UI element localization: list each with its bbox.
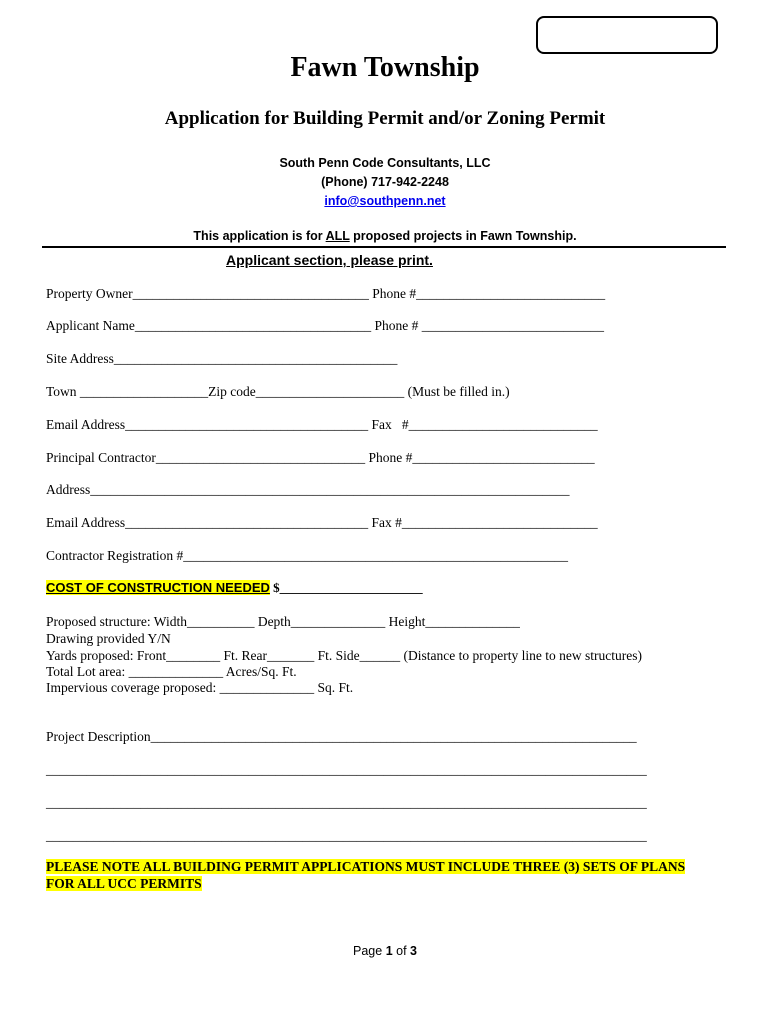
applicant-section-heading: Applicant section, please print.: [226, 252, 433, 268]
applicant-name-field[interactable]: Applicant Name___________________________________ Phone # ___________________________: [46, 318, 604, 333]
page-title: Fawn Township: [290, 52, 480, 83]
page-number-current: 1: [385, 944, 393, 958]
yards-proposed-field[interactable]: Yards proposed: Front________ Ft. Rear_______ Ft. Side______ (Distance to property line to new structures): [46, 648, 642, 663]
property-owner-field[interactable]: Property Owner___________________________________ Phone #____________________________: [46, 286, 606, 301]
contractor-email-fax-field[interactable]: Email Address____________________________________ Fax #_____________________________: [46, 515, 598, 530]
notice-text-emphasis: ALL: [325, 229, 350, 243]
plans-warning: [46, 858, 685, 892]
structure-dimensions-field[interactable]: Proposed structure: Width__________ Depth______________ Height______________: [46, 614, 520, 629]
project-description-line-2[interactable]: _________________________________________________________________________________________: [46, 762, 647, 777]
header-divider: [42, 246, 726, 248]
plans-warning-line-1: PLEASE NOTE ALL BUILDING PERMIT APPLICATIONS MUST INCLUDE THREE (3) SETS OF PLANS: [46, 859, 686, 874]
page-number-pre: Page: [353, 944, 386, 958]
company-name: South Penn Code Consultants, LLC: [279, 156, 491, 170]
site-address-field[interactable]: Site Address__________________________________________: [46, 351, 398, 366]
total-lot-area-field[interactable]: Total Lot area: ______________ Acres/Sq. Ft.: [46, 664, 297, 679]
principal-contractor-field[interactable]: Principal Contractor_______________________________ Phone #___________________________: [46, 450, 595, 465]
plans-warning-line-2: FOR ALL UCC PERMITS: [46, 876, 202, 891]
project-description-line-4[interactable]: _________________________________________________________________________________________: [46, 828, 647, 843]
page-number-mid: of: [392, 944, 411, 958]
email-fax-field[interactable]: Email Address____________________________________ Fax #____________________________: [46, 417, 598, 432]
company-phone: (Phone) 717-942-2248: [321, 175, 449, 189]
contractor-address-field[interactable]: Address_______________________________________________________________________: [46, 482, 570, 497]
form-subtitle: Application for Building Permit and/or Zoning Permit: [164, 108, 606, 129]
town-zip-field[interactable]: Town ___________________Zip code______________________ (Must be filled in.): [46, 384, 510, 399]
notice-text-post: proposed projects in Fawn Township.: [349, 229, 577, 243]
office-use-box: [536, 16, 718, 54]
cost-of-construction-field[interactable]: [46, 580, 423, 596]
cost-value-line[interactable]: $______________________: [269, 580, 423, 595]
page-number: [0, 944, 770, 958]
cost-label: COST OF CONSTRUCTION NEEDED: [46, 580, 270, 595]
company-email-wrap: [0, 194, 770, 208]
page-number-total: 3: [410, 944, 417, 958]
company-email-link[interactable]: info@southpenn.net: [324, 194, 446, 208]
contractor-registration-field[interactable]: Contractor Registration #_________________________________________________________: [46, 548, 568, 563]
impervious-coverage-field[interactable]: Impervious coverage proposed: ______________ Sq. Ft.: [46, 680, 354, 695]
drawing-provided-field[interactable]: Drawing provided Y/N: [46, 631, 171, 646]
project-description-field[interactable]: Project Description________________________________________________________________________: [46, 729, 637, 744]
notice-text-pre: This application is for: [193, 229, 326, 243]
scope-notice: [0, 229, 770, 243]
project-description-line-3[interactable]: _________________________________________________________________________________________: [46, 795, 647, 810]
